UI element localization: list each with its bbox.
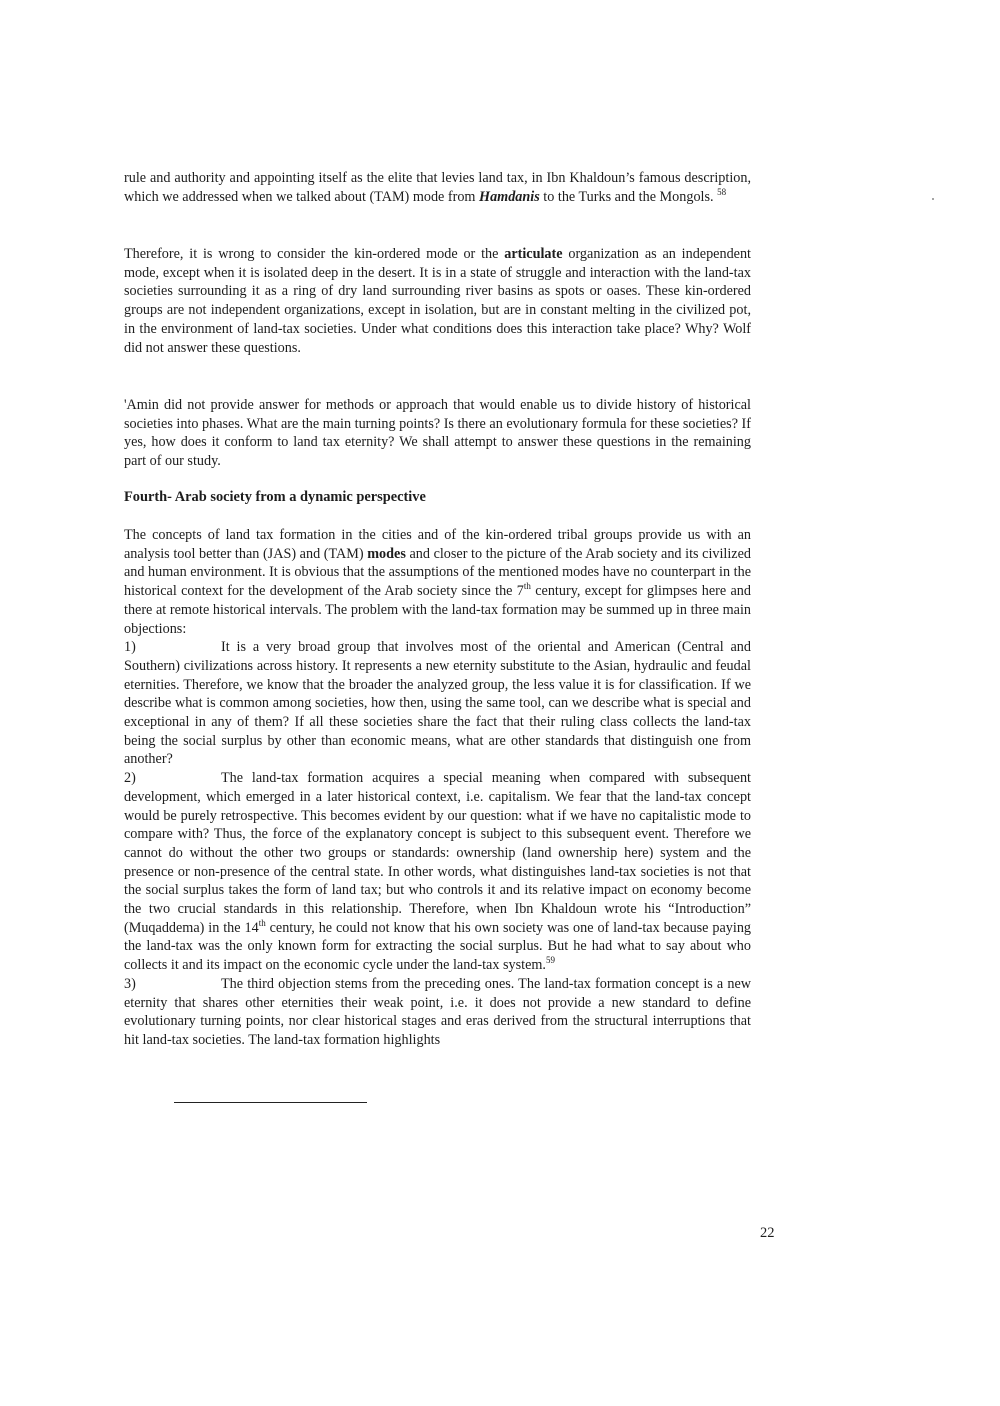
scan-speck bbox=[932, 198, 934, 200]
objection-3-text: The third objection stems from the preceding ones. The land-tax formation concept is a new eternity that shares other eternities their weak point, i.e. it does not provide a new standard to define evolutionary turning points, nor clear historical stages and eras derived from the structural interruptions that hit land-tax societies. The land-tax formation highlights bbox=[124, 975, 751, 1048]
para2-keyword: articulate bbox=[504, 246, 563, 262]
para4-keyword: modes bbox=[367, 545, 406, 562]
para4-text-c: century, except for glimpses here and there at remote historical intervals. The problem with the land-tax formation may be summed up in three main objections: bbox=[124, 583, 751, 637]
objection-1 bbox=[124, 638, 751, 769]
para1-keyword: Hamdanis bbox=[479, 188, 540, 205]
objection-1-number: 1) bbox=[124, 639, 136, 656]
objection-2-text-a: The land-tax formation acquires a special meaning when compared with subsequent development, which emerged in a later historical context, i.e. capitalism. We fear that the land-tax concept would be purely retrospective. This becomes evident by our question: what if we have no capitalistic mode to compare with? Thus, the force of the explanatory concept is subject to this subsequent event. Therefore we cannot do without the other two groups or standards: ownership (land ownership here) system and the presence or non-presence of the central state. In other words, what distinguishes land-tax societies is not that the social surplus takes the form of land tax; but who controls it and its relative impact on economy become the two crucial standards in this relationship. Therefore, when Ibn Khaldoun wrote his “Introduction” (Muqaddema) in the 14 bbox=[124, 770, 751, 936]
paragraph-4-block bbox=[124, 526, 751, 1050]
paragraph-4 bbox=[124, 526, 751, 638]
objection-3-number: 3) bbox=[124, 975, 136, 992]
page-number: 22 bbox=[760, 1225, 775, 1241]
para2-text-a: Therefore, it is wrong to consider the kin-ordered mode or the bbox=[124, 246, 505, 262]
objection-2-text-b: century, he could not know that his own society was one of land-tax because paying the land-tax was the only known form for extracting the social surplus. But he had what to say about who collects it and its impact on the economic cycle under the land-tax system. bbox=[124, 919, 752, 974]
paragraph-3 bbox=[124, 396, 751, 471]
objection-2-superscript: th bbox=[258, 917, 266, 928]
para2-text-b: organization as an independent mode, except when it is isolated deep in the desert. It is in a state of struggle and interaction with the land-tax societies surrounding it as a ring of dry land surrounding river basins as spots or oases. These kin-ordered groups are not independent organizations, except in isolation, but are in constant melting in the civilized pot, in the environment of land-tax societies. Under what conditions does this interaction take place? Why? Wolf did not answer these questions. bbox=[124, 246, 751, 356]
para4-text-b: and closer to the picture of the Arab society and its civilized and human environment. It is obvious that the assumptions of the mentioned modes have no counterpart in the historical context for the development of the Arab society since the 7 bbox=[124, 545, 751, 600]
para1-text-a: rule and authority and appointing itself as the elite that levies land tax, in Ibn Khaldoun’s famous description, which we addressed when we talked about (TAM) mode from bbox=[124, 170, 751, 205]
para3-text: 'Amin did not provide answer for methods or approach that would enable us to divide history of historical societies into phases. What are the main turning points? Is there an evolutionary formula for these societies? If yes, how does it conform to land tax eternity? We shall attempt to answer these questions in the remaining part of our study. bbox=[124, 397, 751, 470]
paragraph-2 bbox=[124, 245, 751, 357]
objection-2 bbox=[124, 769, 751, 975]
paragraph-1 bbox=[124, 169, 751, 206]
footnote-ref-58[interactable]: 58 bbox=[717, 186, 727, 197]
objection-2-number: 2) bbox=[124, 770, 136, 787]
footnote-separator bbox=[174, 1102, 367, 1103]
para4-superscript: th bbox=[523, 581, 531, 592]
section-heading: Fourth- Arab society from a dynamic perspective bbox=[124, 489, 426, 505]
objection-3 bbox=[124, 975, 751, 1050]
footnote-ref-59[interactable]: 59 bbox=[545, 955, 555, 966]
objection-1-text: It is a very broad group that involves most of the oriental and American (Central and Southern) civilizations across history. It represents a new eternity substitute to the Asian, hydraulic and feudal eternities. Therefore, we know that the broader the analyzed group, the less value it is for classification. If we describe what is common among societies, how then, using the same tool, can we describe what is special and exceptional in any of them? If all these societies share the fact that their ruling class collects the land-tax being the social surplus by other than economic means, what are other standards that distinguish one from another? bbox=[124, 639, 751, 768]
para1-text-b: to the Turks and the Mongols. bbox=[539, 188, 718, 205]
para4-text-a: The concepts of land tax formation in the cities and of the kin-ordered tribal groups provide us with an analysis tool better than (JAS) and (TAM) bbox=[124, 527, 751, 562]
